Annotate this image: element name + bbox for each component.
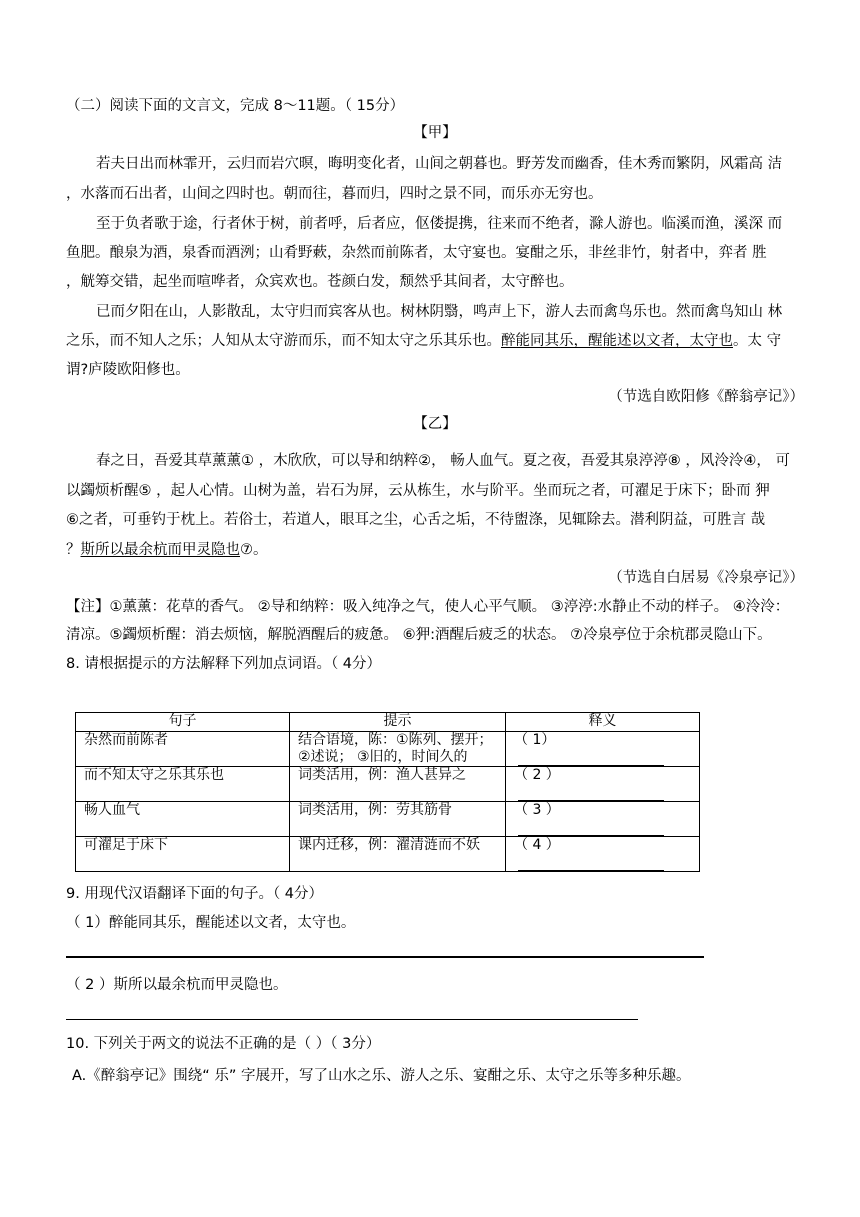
- yi-source: （节选自白居易《冷泉亭记》）: [608, 570, 804, 586]
- row-answer-label: （ 4 ）: [514, 837, 560, 853]
- table-header-row: [76, 713, 700, 732]
- q9-sentence-1: （ 1）醉能同其乐，醒能述以文者，太守也。: [66, 915, 356, 931]
- jia-paragraph-2-line-1: 至于负者歌于途，行者休于树，前者呼，后者应，伛偻提携，往来而不绝者，滁人游也。临溪而渔，溪深 而: [96, 216, 783, 232]
- row-sentence: 杂然而前陈者: [76, 732, 290, 767]
- jia-paragraph-3-line-3: 谓?庐陵欧阳修也。: [66, 362, 190, 378]
- q10-option-a: A.《醉翁亭记》围绕“ 乐” 字展开，写了山水之乐、游人之乐、宴酣之乐、太守之乐等多种乐趣。: [72, 1068, 691, 1084]
- table-row: [76, 802, 700, 837]
- yi-l4-prefix: ？: [66, 542, 81, 558]
- jia-paragraph-3-line-1: 已而夕阳在山，人影散乱，太守归而宾客从也。树林阴翳，鸣声上下，游人去而禽鸟乐也。然而禽鸟知山 林: [96, 304, 783, 320]
- table-header-answer: 释义: [506, 713, 700, 732]
- jia-source: （节选自欧阳修《醉翁亭记》）: [608, 389, 804, 405]
- row-answer-label: （ 2 ）: [514, 767, 560, 783]
- q10-prompt: 10. 下列关于两文的说法不正确的是（ ）（ 3分）: [66, 1036, 381, 1052]
- q8-prompt: 8. 请根据提示的方法解释下列加点词语。（ 4分）: [66, 656, 382, 672]
- section-header: （二）阅读下面的文言文，完成 8～11题。（ 15分）: [66, 98, 405, 114]
- table-row: [76, 837, 700, 872]
- q8-table: [75, 712, 700, 872]
- jia-title: 【甲】: [413, 125, 457, 141]
- table-header-hint: 提示: [290, 713, 506, 732]
- yi-line-3: ⑥之者，可垂钓于枕上。若俗士，若道人，眼耳之尘，心舌之垢，不待盥涤，见辄除去。潜利阴益，可胜言 哉: [66, 512, 766, 528]
- answer-line-2[interactable]: [66, 1019, 638, 1020]
- jia-paragraph-1-line-1: 若夫日出而林霏开，云归而岩穴暝，晦明变化者，山间之朝暮也。野芳发而幽香，佳木秀而繁阴，风霜高 洁: [96, 156, 783, 172]
- jia-paragraph-1-line-2: ，水落而石出者，山间之四时也。朝而往，暮而归，四时之景不同，而乐亦无穷也。: [66, 186, 603, 202]
- notes-line-2: 清凉。⑤蠲烦析醒：消去烦恼，解脱酒醒后的疲惫。 ⑥狎:酒醒后疲乏的状态。 ⑦冷泉亭位于余杭郡灵隐山下。: [66, 627, 772, 643]
- row-answer-cell[interactable]: [506, 767, 700, 802]
- jia-paragraph-3-line-2: [66, 331, 804, 351]
- answer-blank-4[interactable]: [518, 856, 664, 871]
- answer-line-1[interactable]: [66, 956, 704, 958]
- underlined-sentence-1: 醉能同其乐，醒能述以文者，太守也: [501, 333, 733, 349]
- q9-sentence-2: （ 2 ）斯所以最余杭而甲灵隐也。: [66, 977, 288, 993]
- row-sentence: 畅人血气: [76, 802, 290, 837]
- table-row: [76, 732, 700, 767]
- answer-blank-1[interactable]: [518, 751, 664, 766]
- row-hint: 结合语境，陈：①陈列、摆开；②述说； ③旧的，时间久的: [290, 732, 506, 767]
- row-answer-cell[interactable]: [506, 802, 700, 837]
- yi-line-1: 春之日，吾爱其草薰薰① ，木欣欣，可以导和纳粹②， 畅人血气。夏之夜，吾爱其泉渟渟⑧ ，风泠泠④， 可: [96, 453, 790, 469]
- jia-p3-tail: 。太 守: [733, 333, 782, 349]
- row-answer-label: （ 1）: [514, 732, 556, 748]
- row-sentence: 可濯足于床下: [76, 837, 290, 872]
- row-hint: 词类活用，例：劳其筋骨: [290, 802, 506, 837]
- row-hint: 词类活用，例：渔人甚异之: [290, 767, 506, 802]
- table-header-sentence: 句子: [76, 713, 290, 732]
- table-row: [76, 767, 700, 802]
- row-answer-cell[interactable]: [506, 837, 700, 872]
- yi-title: 【乙】: [413, 416, 457, 432]
- yi-line-4: [66, 540, 804, 560]
- yi-line-2: 以蠲烦析醒⑤ ，起人心情。山树为盖，岩石为屏，云从栋生，水与阶平。坐而玩之者，可濯足于床下；卧而 狎: [66, 483, 770, 499]
- jia-paragraph-2-line-2: 鱼肥。酿泉为酒，泉香而酒洌；山肴野蔌，杂然而前陈者，太守宴也。宴酣之乐，非丝非竹，射者中，弈者 胜: [66, 245, 767, 261]
- row-answer-cell[interactable]: [506, 732, 700, 767]
- row-hint: 课内迁移，例：濯清涟而不妖: [290, 837, 506, 872]
- underlined-sentence-2: 斯所以最余杭而甲灵隐也: [80, 542, 240, 558]
- notes-line-1: 【注】①薰薰：花草的香气。 ②导和纳粹：吸入纯净之气，使人心平气顺。 ③渟渟:水静止不动的样子。 ④泠泠：: [66, 599, 790, 615]
- jia-p3-text: 之乐，而不知人之乐；人知从太守游而乐，而不知太守之乐其乐也。: [66, 333, 501, 349]
- row-answer-label: （ 3 ）: [514, 802, 560, 818]
- yi-l4-suffix: ⑦。: [240, 542, 268, 558]
- q9-prompt: 9. 用现代汉语翻译下面的句子。（ 4分）: [66, 886, 324, 902]
- answer-blank-2[interactable]: [518, 786, 664, 801]
- jia-paragraph-2-line-3: ，觥筹交错，起坐而喧哗者，众宾欢也。苍颜白发，颓然乎其间者，太守醉也。: [66, 274, 574, 290]
- answer-blank-3[interactable]: [518, 821, 664, 836]
- row-sentence: 而不知太守之乐其乐也: [76, 767, 290, 802]
